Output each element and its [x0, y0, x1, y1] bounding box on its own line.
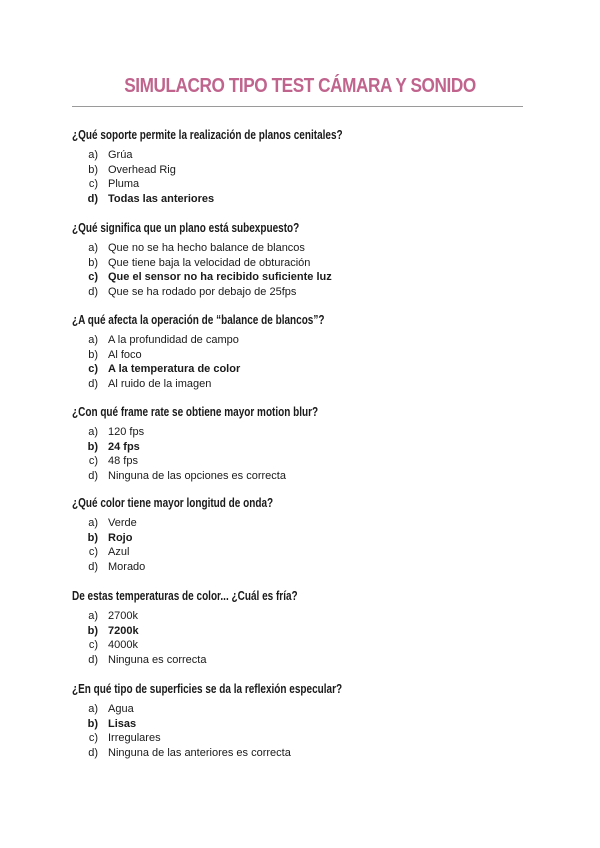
page-title: SIMULACRO TIPO TEST CÁMARA Y SONIDO	[124, 75, 476, 97]
option	[72, 746, 532, 761]
option-text: Overhead Rig	[108, 163, 176, 176]
option-text: Morado	[108, 560, 146, 573]
option-text: 120 fps	[108, 426, 145, 438]
option	[72, 177, 532, 192]
options-list	[72, 516, 532, 574]
option-text: Que no se ha hecho balance de blancos	[108, 242, 305, 254]
question-block	[72, 682, 532, 760]
title-divider	[72, 106, 523, 107]
option-text: Rojo	[108, 531, 133, 544]
option-letter: a)	[88, 242, 98, 254]
correct-option	[72, 270, 532, 285]
options-list	[72, 702, 532, 760]
option-text: 7200k	[108, 624, 139, 637]
correct-option	[72, 624, 532, 639]
question-block	[72, 313, 532, 391]
option	[72, 638, 532, 653]
option	[72, 653, 532, 668]
option-text: Ninguna de las opciones es correcta	[108, 469, 286, 482]
options-list	[72, 241, 532, 299]
option-text: Que tiene baja la velocidad de obturación	[108, 256, 311, 269]
option	[72, 425, 532, 440]
option-text: Que el sensor no ha recibido suficiente luz	[108, 271, 332, 284]
option-text: Ninguna es correcta	[108, 653, 207, 666]
option-letter: b)	[87, 440, 98, 453]
options-list	[72, 425, 532, 483]
option-letter: d)	[88, 653, 98, 666]
correct-option	[72, 440, 532, 455]
correct-option	[72, 192, 532, 207]
option-letter: d)	[88, 560, 98, 573]
option	[72, 702, 532, 717]
option	[72, 148, 532, 163]
option-letter: c)	[88, 546, 98, 559]
option-text: 2700k	[108, 610, 138, 622]
option-text: Al foco	[108, 348, 142, 361]
option	[72, 333, 532, 348]
option-text: Irregulares	[108, 732, 161, 745]
question-text: ¿En qué tipo de superficies se da la reflexión especular?	[72, 682, 343, 696]
question-text: ¿Qué significa que un plano está subexpuesto?	[72, 221, 300, 235]
option	[72, 545, 532, 560]
option-letter: a)	[88, 703, 98, 715]
options-list	[72, 333, 532, 391]
option	[72, 560, 532, 575]
option-letter: a)	[88, 610, 98, 622]
question-block	[72, 128, 532, 206]
option-letter: d)	[88, 746, 98, 759]
correct-option	[72, 531, 532, 546]
question-block	[72, 405, 532, 483]
option-text: Azul	[108, 546, 130, 559]
option-text: Que se ha rodado por debajo de 25fps	[108, 285, 297, 298]
option-text: Pluma	[108, 178, 140, 191]
option	[72, 377, 532, 392]
question-text: ¿Qué color tiene mayor longitud de onda?	[72, 496, 274, 510]
option-letter: b)	[88, 348, 98, 361]
option-letter: b)	[88, 256, 98, 269]
option-letter: b)	[87, 531, 98, 544]
option	[72, 348, 532, 363]
question-text: ¿A qué afecta la operación de “balance de blancos”?	[72, 313, 325, 327]
option-text: A la profundidad de campo	[108, 334, 239, 346]
question-block	[72, 589, 532, 667]
options-list	[72, 609, 532, 667]
option-letter: d)	[88, 285, 98, 298]
option-text: Verde	[108, 517, 137, 529]
option	[72, 163, 532, 178]
option-letter: b)	[87, 717, 98, 730]
option-text: 4000k	[108, 639, 138, 652]
option-letter: c)	[88, 455, 98, 468]
option-text: Todas las anteriores	[108, 192, 215, 205]
option-letter: a)	[88, 334, 98, 346]
options-list	[72, 148, 532, 206]
option-letter: b)	[87, 624, 98, 637]
option-letter: c)	[88, 732, 98, 745]
option-letter: c)	[88, 271, 98, 284]
option	[72, 241, 532, 256]
question-block	[72, 221, 532, 299]
correct-option	[72, 717, 532, 732]
option	[72, 469, 532, 484]
option	[72, 731, 532, 746]
option-text: Al ruido de la imagen	[108, 377, 212, 390]
option	[72, 516, 532, 531]
question-block	[72, 496, 532, 574]
option	[72, 256, 532, 271]
option-text: 48 fps	[108, 455, 138, 468]
option-letter: c)	[88, 363, 98, 376]
option-text: A la temperatura de color	[108, 363, 241, 376]
question-text: ¿Con qué frame rate se obtiene mayor motion blur?	[72, 405, 319, 419]
option-text: 24 fps	[108, 440, 140, 453]
option	[72, 285, 532, 300]
option-letter: d)	[87, 192, 98, 205]
option-text: Agua	[108, 703, 134, 715]
option-text: Grúa	[108, 149, 133, 161]
question-text: De estas temperaturas de color... ¿Cuál es fría?	[72, 589, 298, 603]
question-text: ¿Qué soporte permite la realización de planos cenitales?	[72, 128, 343, 142]
option-letter: b)	[88, 163, 98, 176]
option-letter: c)	[88, 639, 98, 652]
option	[72, 609, 532, 624]
option-text: Lisas	[108, 717, 137, 730]
option-letter: a)	[88, 149, 98, 161]
option-letter: a)	[88, 517, 98, 529]
correct-option	[72, 362, 532, 377]
option	[72, 454, 532, 469]
option-letter: d)	[88, 377, 98, 390]
option-letter: a)	[88, 426, 98, 438]
option-letter: c)	[88, 178, 98, 191]
option-text: Ninguna de las anteriores es correcta	[108, 746, 291, 759]
option-letter: d)	[88, 469, 98, 482]
